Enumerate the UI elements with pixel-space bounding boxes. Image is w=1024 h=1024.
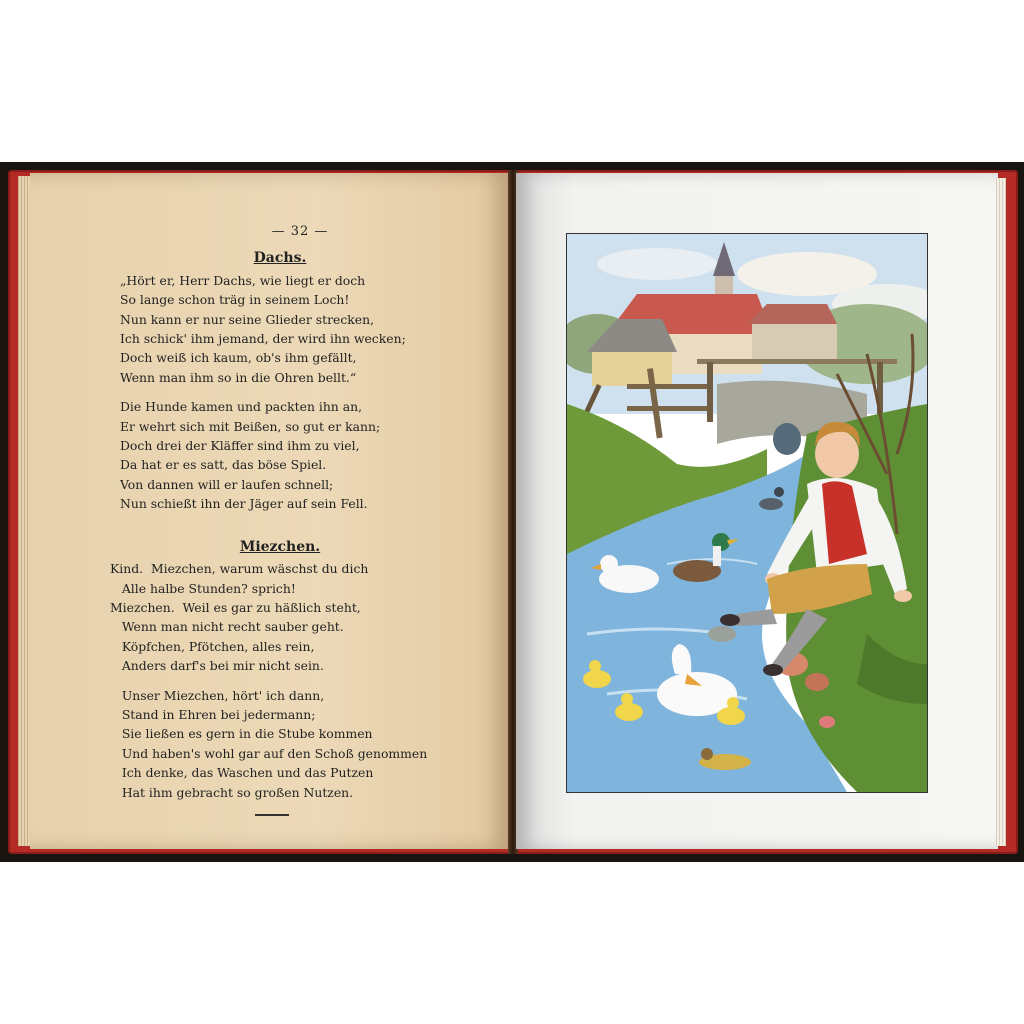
poem-title-dachs: Dachs.	[253, 250, 307, 267]
poem-title-miezchen: Miezchen.	[239, 538, 321, 555]
poem-line: Hat ihm gebracht so großen Nutzen.	[110, 784, 354, 800]
poem-line: Alle halbe Stunden? sprich!	[110, 580, 296, 596]
poem-line: Da hat er es satt, das böse Spiel.	[120, 457, 327, 473]
poem-line: So lange schon träg in seinem Loch!	[120, 292, 350, 308]
poem-line: Wenn man nicht recht sauber geht.	[110, 619, 344, 635]
poem-line: Ich schick' ihm jemand, der wird ihn wecken;	[120, 331, 406, 347]
poem-line: Stand in Ehren bei jedermann;	[110, 706, 316, 722]
poem-line: Kind. Miezchen, warum wäschst du dich	[110, 561, 369, 577]
poem-line: Von dannen will er laufen schnell;	[120, 476, 334, 492]
poem-line: Und haben's wohl gar auf den Schoß genommen	[110, 745, 428, 761]
poem-dachs-stanza-1	[120, 271, 500, 387]
boy-by-stream-with-ducks-icon	[566, 233, 928, 793]
poem-line: Er wehrt sich mit Beißen, so gut er kann;	[120, 418, 381, 434]
left-page-text	[110, 222, 500, 816]
poem-miezchen-stanza-1	[110, 559, 500, 675]
poem-miezchen-stanza-2	[110, 686, 500, 802]
poem-line: Anders darf's bei mir nicht sein.	[110, 658, 324, 674]
poem-line: „Hört er, Herr Dachs, wie liegt er doch	[120, 272, 366, 288]
poem-line: Sie ließen es gern in die Stube kommen	[110, 726, 373, 742]
poem-line: Nun schießt ihn der Jäger auf sein Fell.	[120, 496, 368, 512]
poem-line: Die Hunde kamen und packten ihn an,	[120, 399, 363, 415]
poem-line: Ich denke, das Waschen und das Putzen	[110, 765, 374, 781]
poem-line: Miezchen. Weil es gar zu häßlich steht,	[110, 599, 361, 615]
poem-line: Doch weiß ich kaum, ob's ihm gefällt,	[120, 350, 357, 366]
poem-line: Nun kann er nur seine Glieder strecken,	[120, 311, 375, 327]
poem-line: Wenn man ihm so in die Ohren bellt.“	[120, 369, 357, 385]
poem-line: Doch drei der Kläffer sind ihm zu viel,	[120, 438, 360, 454]
poem-dachs-stanza-2	[120, 397, 500, 513]
poem-line: Unser Miezchen, hört' ich dann,	[110, 687, 325, 703]
right-page-edges	[996, 178, 1006, 846]
end-rule	[255, 814, 289, 816]
poem-line: Köpfchen, Pfötchen, alles rein,	[110, 638, 315, 654]
page-number: — 32 —	[271, 224, 329, 239]
